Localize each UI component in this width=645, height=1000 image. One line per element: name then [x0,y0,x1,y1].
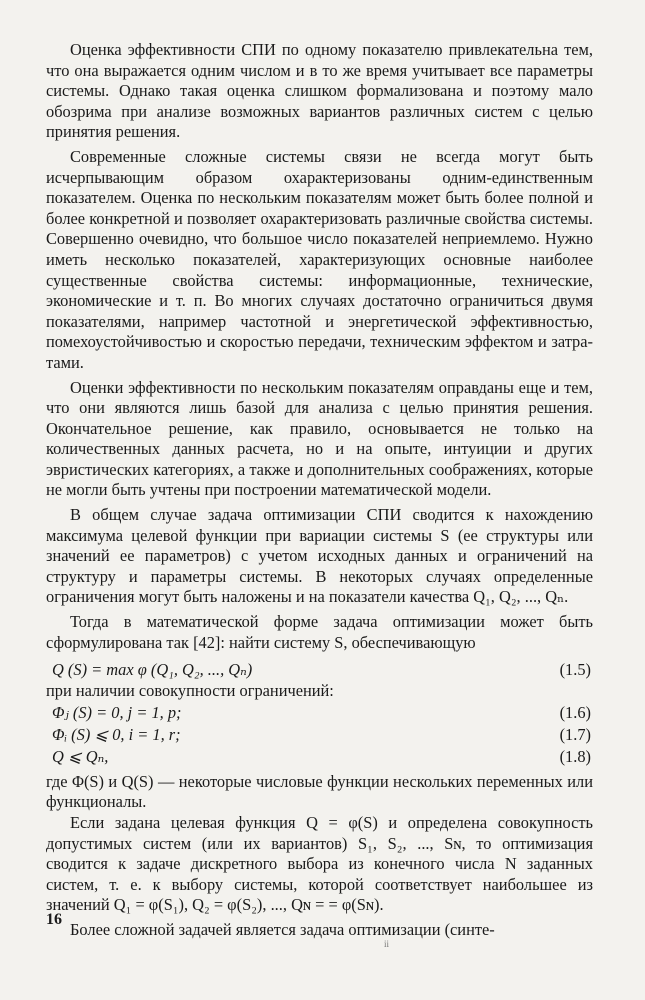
formula-1-8 [46,746,593,768]
formula-expression: Φⱼ (S) = 0, j = 1, p; [52,702,182,722]
formula-number: (1.8) [559,746,591,766]
formula-number: (1.5) [559,660,591,680]
page-number: 16 [46,911,62,928]
footer-mark: ii [384,939,390,949]
formula-1-7 [46,724,593,746]
formula-1-6 [46,702,593,724]
formula-expression: Q (S) = max φ (Q₁, Q₂, ..., Qₙ) [52,660,253,680]
paragraph-6: Если задана целевая функция Q = φ(S) и определена совокупность допустимых систем (или их вариантов) S₁, S₂, ..., Sɴ, то оптимизация сводится к задаче дискретного выбора из конечного числа N заданных систем, т. е. к выбору системы, которой соответствует наибольшее из значений Q₁ = φ(S₁), Q₂ = φ(S₂), ..., Qɴ = = φ(Sɴ). [46,813,593,915]
formula-number: (1.6) [559,702,591,722]
constraints-intro: при наличии совокупности ограничений: [46,681,334,701]
paragraph-5: Тогда в математической форме задача оптимизации может быть сформулирована так [42]: найти систему S, обеспечивающую [46,612,593,652]
paragraph-7: Более сложной задачей является задача оптимизации (синте- [70,919,495,939]
formula-expression: Φᵢ (S) ⩽ 0, i = 1, r; [52,724,181,744]
formula-number: (1.7) [559,724,591,744]
formula-expression: Q ⩽ Qₙ, [52,746,109,766]
paragraph-4: В общем случае задача оптимизации СПИ сводится к нахождению максимума целевой функции при вариации системы S (ее структуры или значений ее параметров) с учетом исходных данных и ограничений на структуру и параметры системы. В некоторых случаях определенные ограничения могут быть наложены и на показатели качества Q₁, Q₂, ..., Qₙ. [46,505,593,607]
paragraph-1: Оценка эффективности СПИ по одному показателю привлекательна тем, что она выражается одним числом и в то же время учитывает все параметры системы. Однако такая оценка слишком формализована и поэтому мало обозрима при анализе возможных вариантов различных систем с целью принятия решения. [46,40,593,142]
paragraph-3: Оценки эффективности по нескольким показателям оправданы еще и тем, что они являются лишь базой для анализа с целью принятия решения. Окончательное решение, как правило, основывается не только на количественных данных расчета, но и на опыте, интуиции и других эвристических категориях, а также и дополнительных соображениях, которые не могли быть учтены при построении математической модели. [46,377,593,500]
formula-1-5 [46,659,593,681]
paragraph-2: Современные сложные системы связи не всегда могут быть исчерпывающим образом охарактеризованы одним-единственным показателем. Оценка по нескольким показателям может быть более полной и более конкретной и позволяет охарактеризовать различные свойства системы. Совершенно очевидно, что большое число показателей неприемлемо. Нужно иметь несколько показателей, характеризующих основные наиболее существенные свойства системы: информационные, технические, экономические и т. п. Во многих случаях достаточно ограничиться двумя показателями, например частотной и энергетической эффективностью, помехоустойчивостью и скоростью передачи, техническим эффектом и затратами. [46,146,593,372]
functions-explanation: где Φ(S) и Q(S) — некоторые числовые функции нескольких переменных или функционалы. [46,771,593,812]
